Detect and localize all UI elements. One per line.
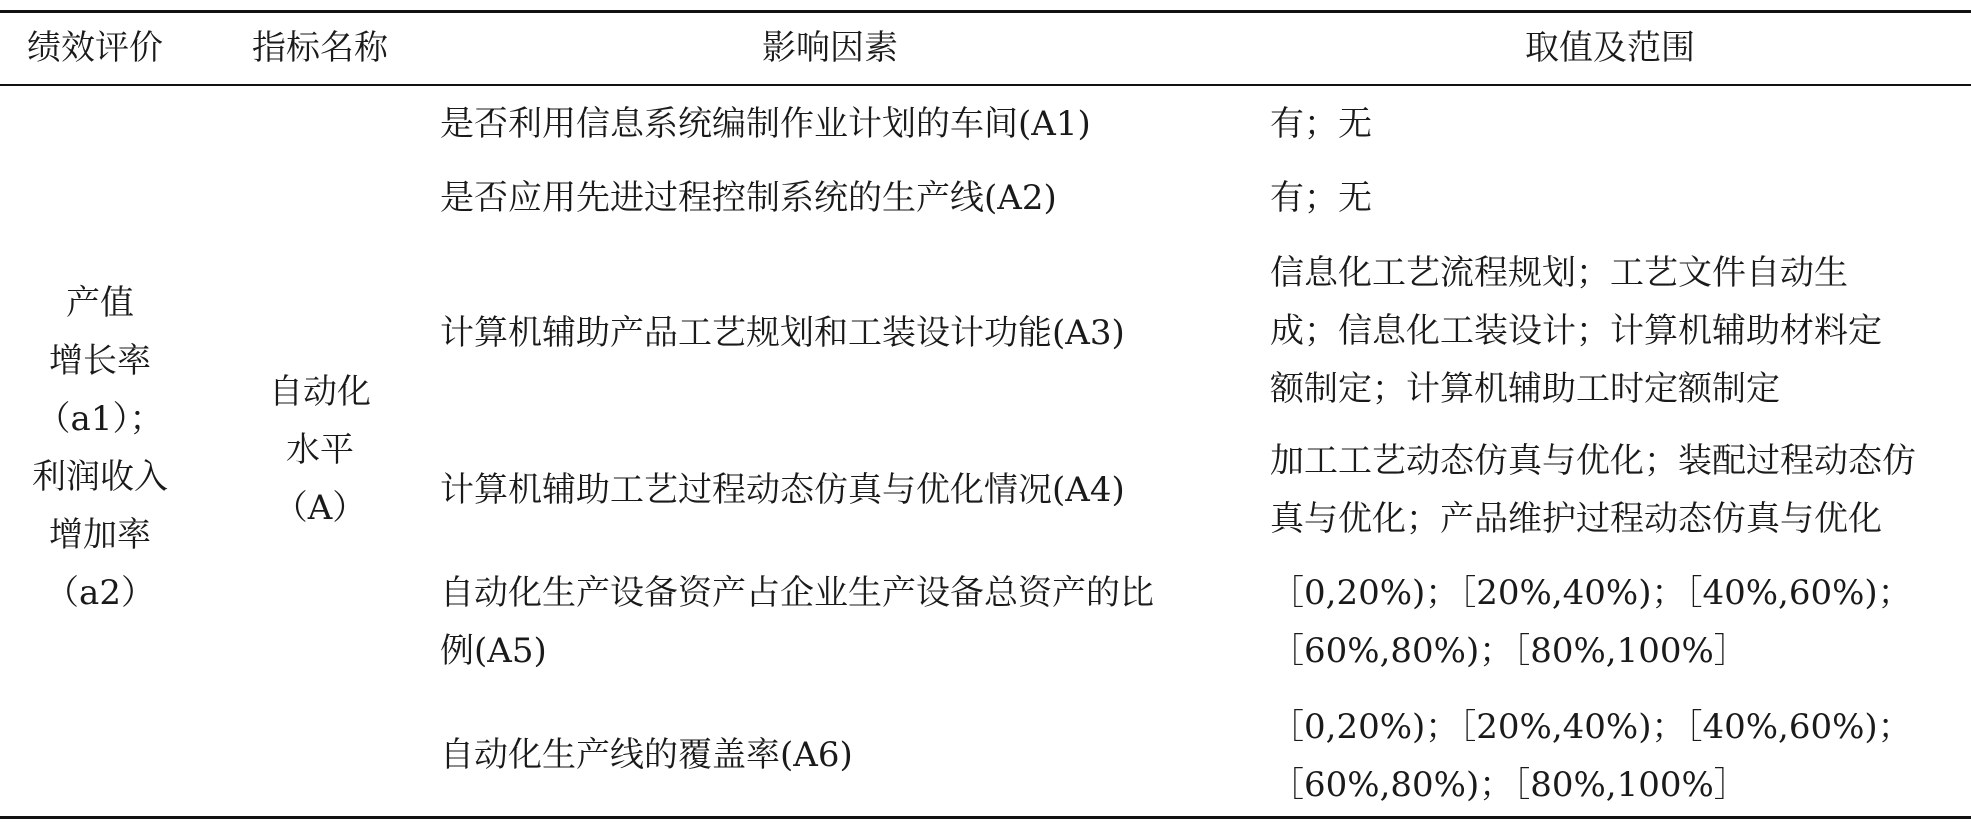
range-text: 成；信息化工装设计；计算机辅助材料定	[1270, 311, 1882, 351]
indicator-line: （A）	[273, 488, 367, 528]
performance-line: 增长率	[49, 341, 151, 381]
factor-a5	[440, 564, 1154, 680]
factor-text: 自动化生产设备资产占企业生产设备总资产的比	[440, 573, 1154, 613]
range-a6	[1270, 698, 1912, 814]
range-text: 真与优化；产品维护过程动态仿真与优化	[1270, 499, 1882, 539]
factor-text: 是否应用先进过程控制系统的生产线(A2)	[440, 178, 1057, 218]
range-text: 信息化工艺流程规划；工艺文件自动生	[1270, 253, 1848, 293]
indicator-line: 水平	[286, 430, 354, 470]
performance-line: （a2）	[45, 573, 155, 613]
range-text: 加工工艺动态仿真与优化；装配过程动态仿	[1270, 441, 1916, 481]
indicator-cell	[220, 363, 420, 537]
header-indicator: 指标名称	[252, 28, 388, 68]
range-a5	[1270, 564, 1912, 680]
range-text: ［60%,80%)；［80%,100%］	[1270, 765, 1748, 805]
range-a2	[1270, 169, 1372, 227]
performance-line: 增加率	[49, 515, 151, 555]
range-text: 有；无	[1270, 178, 1372, 218]
range-text: ［0,20%)；［20%,40%)；［40%,60%)；	[1270, 707, 1912, 747]
indicator-line: 自动化	[269, 372, 371, 412]
top-rule	[0, 10, 1971, 13]
range-text: ［60%,80%)；［80%,100%］	[1270, 631, 1748, 671]
range-text: ［0,20%)；［20%,40%)；［40%,60%)；	[1270, 573, 1912, 613]
range-text: 有；无	[1270, 104, 1372, 144]
header-range: 取值及范围	[1525, 28, 1695, 68]
header-performance: 绩效评价	[27, 28, 163, 68]
header-rule	[0, 84, 1971, 86]
performance-line: 产值	[66, 283, 134, 323]
factor-text: 计算机辅助工艺过程动态仿真与优化情况(A4)	[440, 470, 1125, 510]
factor-text: 计算机辅助产品工艺规划和工装设计功能(A3)	[440, 313, 1125, 353]
range-text: 额制定；计算机辅助工时定额制定	[1270, 369, 1780, 409]
factor-text: 是否利用信息系统编制作业计划的车间(A1)	[440, 104, 1091, 144]
performance-line: 利润收入	[32, 457, 168, 497]
factor-a1	[440, 95, 1091, 153]
factor-a4	[440, 461, 1125, 519]
performance-line: （a1）；	[36, 399, 164, 439]
factor-a3	[440, 304, 1125, 362]
range-a3	[1270, 244, 1882, 418]
factor-a2	[440, 169, 1057, 227]
range-a1	[1270, 95, 1372, 153]
header-factor: 影响因素	[762, 28, 898, 68]
range-a4	[1270, 432, 1916, 548]
bottom-rule	[0, 816, 1971, 819]
factor-text: 例(A5)	[440, 631, 547, 671]
factor-text: 自动化生产线的覆盖率(A6)	[440, 735, 853, 775]
factor-a6	[440, 726, 853, 784]
performance-cell	[0, 274, 200, 622]
